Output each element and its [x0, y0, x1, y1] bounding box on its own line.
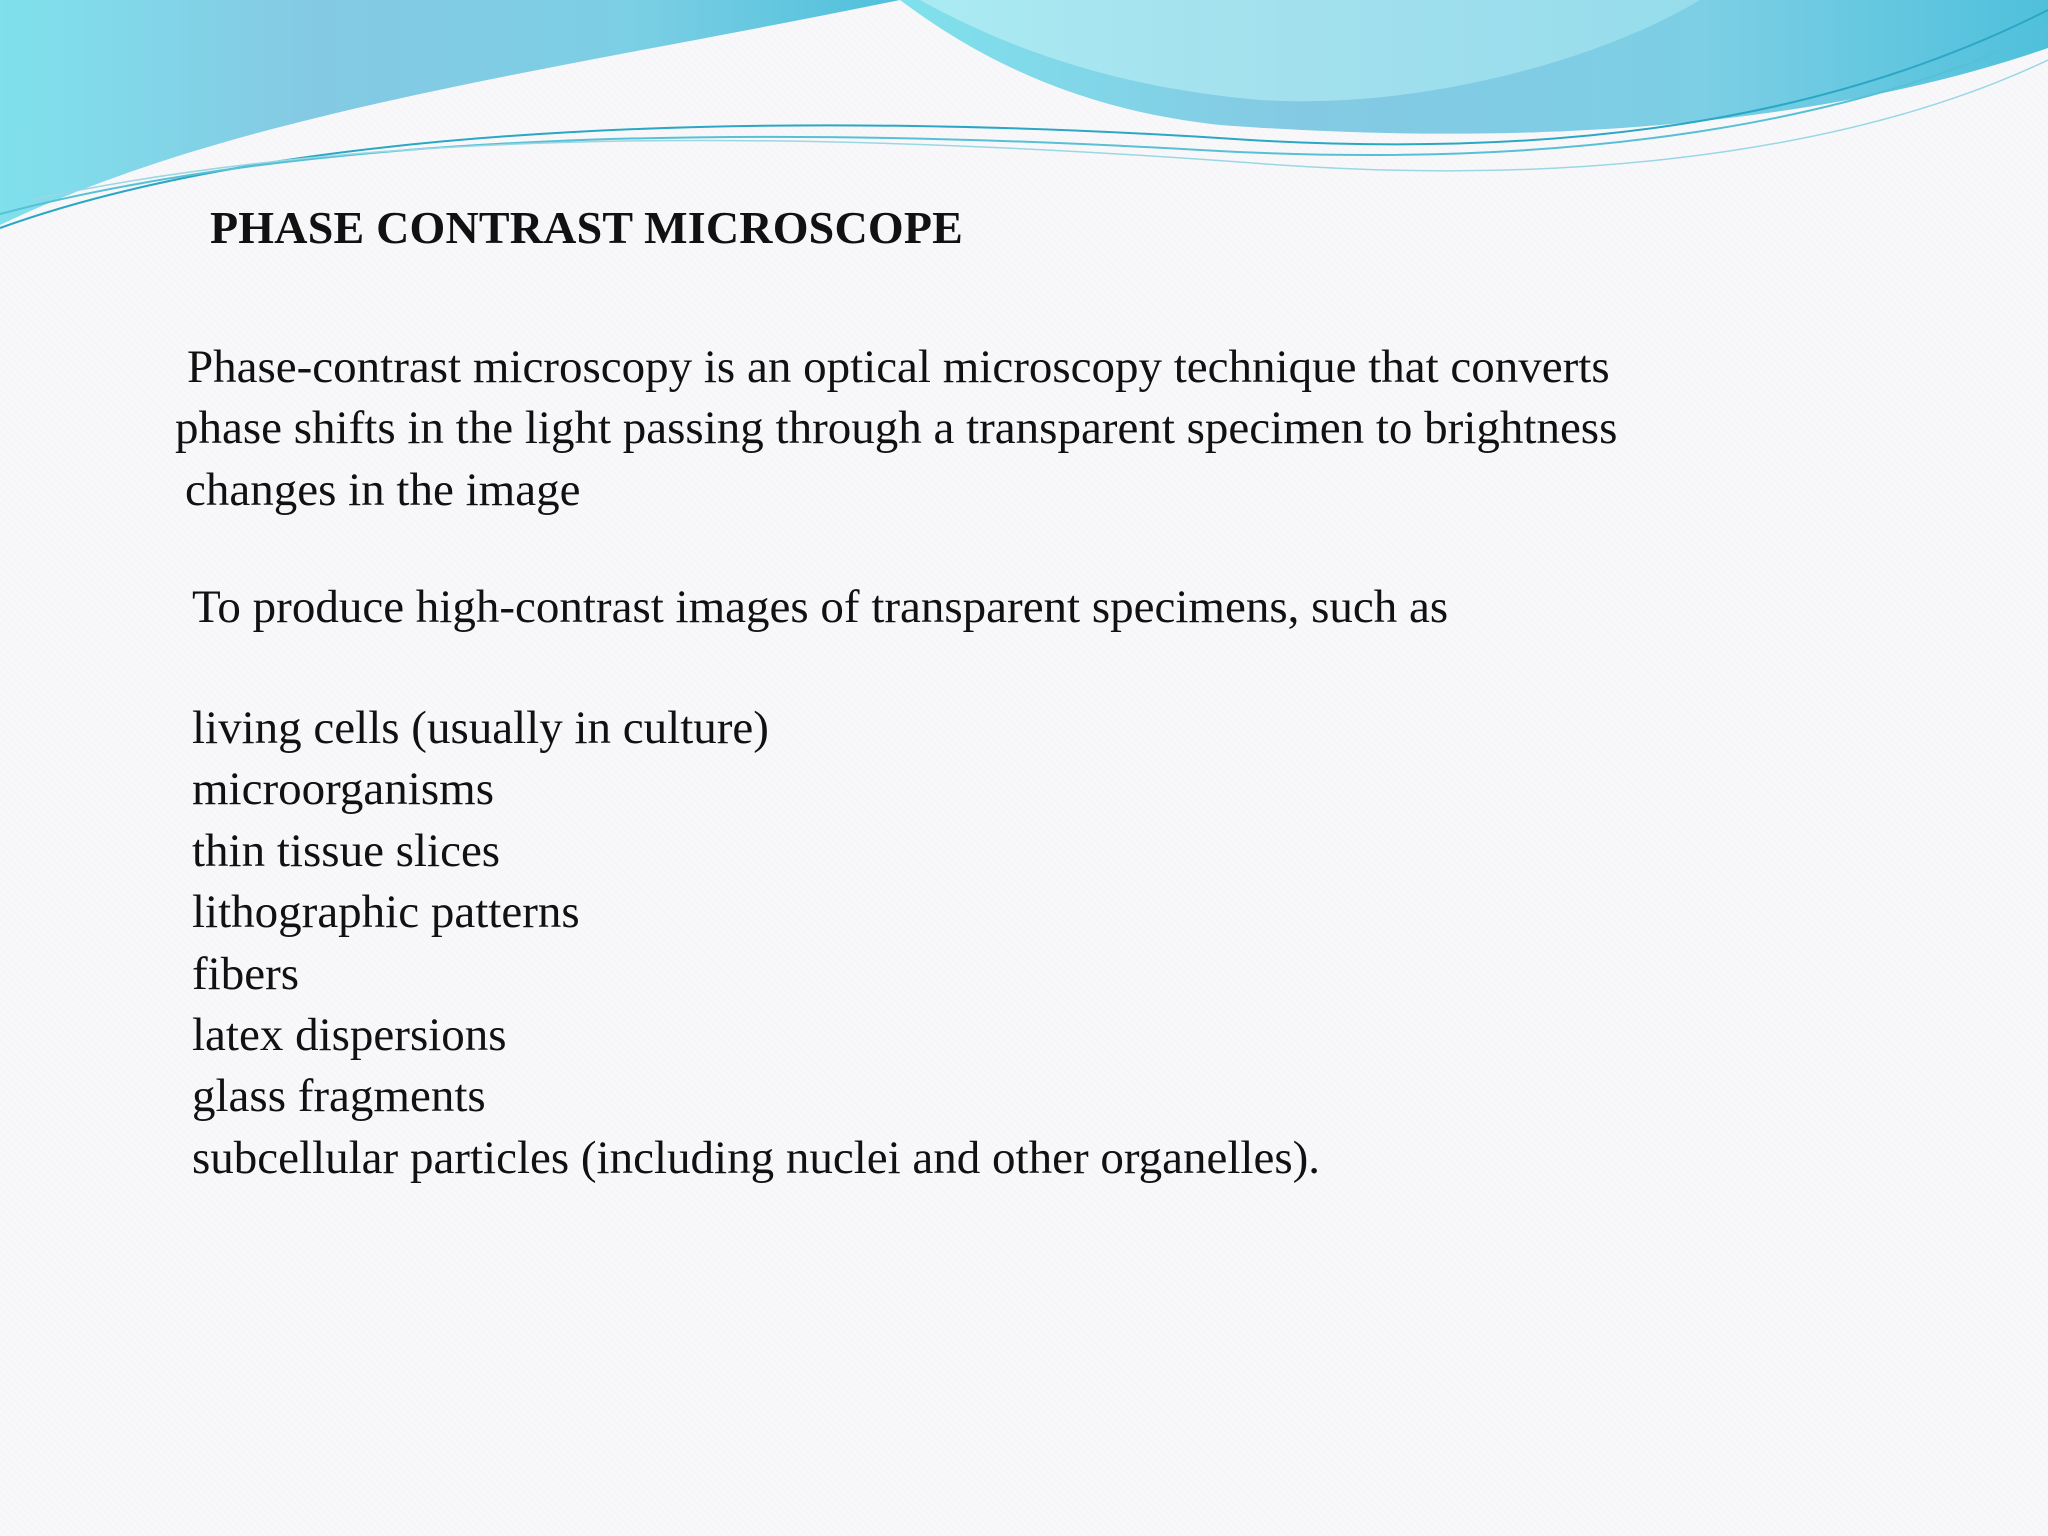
specimen-item: subcellular particles (including nuclei and other organelles). — [192, 1132, 1321, 1184]
specimen-item: latex dispersions — [192, 1009, 507, 1061]
specimen-item: fibers — [192, 948, 300, 1000]
specimen-item: thin tissue slices — [192, 825, 501, 877]
definition-line-1: Phase-contrast microscopy is an optical microscopy technique that converts — [187, 341, 1610, 393]
specimen-item: microorganisms — [192, 763, 494, 815]
slide-title: PHASE CONTRAST MICROSCOPE — [210, 202, 964, 253]
specimen-item: living cells (usually in culture) — [192, 702, 769, 754]
specimen-item: glass fragments — [192, 1070, 486, 1122]
purpose-text: To produce high-contrast images of transparent specimens, such as — [192, 581, 1449, 633]
definition-line-3: changes in the image — [185, 464, 581, 516]
specimen-item: lithographic patterns — [192, 886, 580, 938]
wave-shape-main — [0, 0, 900, 225]
definition-line-2: phase shifts in the light passing through a transparent specimen to brightness — [175, 402, 1618, 454]
